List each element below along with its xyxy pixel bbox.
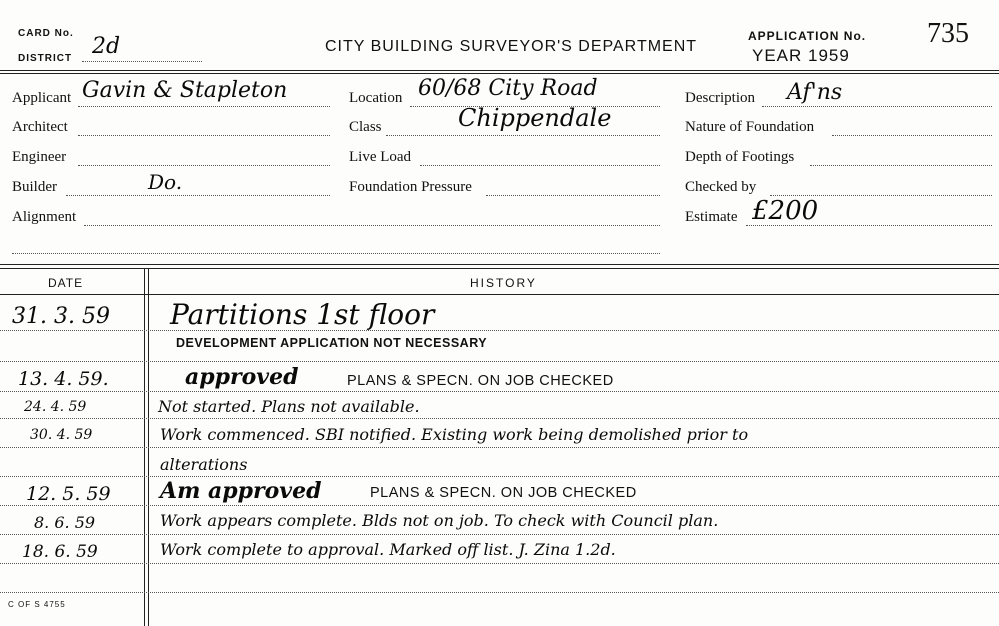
builder-value: Do. xyxy=(148,170,183,194)
class-value: Chippendale xyxy=(458,104,612,132)
row-history-hand: Work appears complete. Blds not on job. To check with Council plan. xyxy=(160,511,719,530)
row-rule xyxy=(0,330,999,331)
row-history-hand: Partitions 1st floor xyxy=(170,298,435,331)
dotted-line xyxy=(78,106,330,107)
row-date: 31. 3. 59 xyxy=(12,304,110,329)
row-rule xyxy=(0,361,999,362)
district-label: DISTRICT xyxy=(18,53,73,64)
history-header: HISTORY xyxy=(470,276,537,290)
applicant-value: Gavin & Stapleton xyxy=(82,78,288,103)
class-label: Class xyxy=(349,119,382,135)
date-header: DATE xyxy=(48,276,84,290)
row-rule xyxy=(0,563,999,564)
table-header-rule xyxy=(0,294,999,295)
applicant-label: Applicant xyxy=(12,90,72,106)
header-divider-2 xyxy=(0,73,999,74)
builder-label: Builder xyxy=(12,179,57,195)
row-history-stamp: PLANS & SPECN. ON JOB CHECKED xyxy=(370,485,637,501)
row-rule xyxy=(0,476,999,477)
dotted-line xyxy=(746,225,992,226)
dotted-line xyxy=(832,135,992,136)
dotted-line xyxy=(386,135,660,136)
dotted-line xyxy=(84,225,660,226)
header-divider xyxy=(0,70,999,71)
row-date: 30. 4. 59 xyxy=(30,427,93,443)
row-date: 18. 6. 59 xyxy=(22,542,98,562)
architect-label: Architect xyxy=(12,119,68,135)
row-history-hand: Not started. Plans not available. xyxy=(158,397,420,416)
table-top-rule-2 xyxy=(0,268,999,269)
dotted-line xyxy=(486,195,660,196)
row-rule xyxy=(0,592,999,593)
card-no-label: CARD No. xyxy=(18,28,74,39)
foundation-pressure-label: Foundation Pressure xyxy=(349,179,472,195)
description-value: Af'ns xyxy=(787,80,843,105)
dotted-line xyxy=(810,165,992,166)
row-history-hand: approved xyxy=(185,364,299,390)
row-rule xyxy=(0,447,999,448)
application-number: 735 xyxy=(927,18,969,49)
row-history-hand: Work complete to approval. Marked off list. J. Zina 1.2d. xyxy=(160,540,616,559)
row-history-hand: alterations xyxy=(160,455,248,474)
location-value: 60/68 City Road xyxy=(418,76,598,101)
department-title: CITY BUILDING SURVEYOR'S DEPARTMENT xyxy=(325,38,698,55)
dotted-line xyxy=(12,253,660,254)
dotted-line xyxy=(78,135,330,136)
row-rule xyxy=(0,534,999,535)
table-top-rule xyxy=(0,264,999,265)
depth-of-footings-label: Depth of Footings xyxy=(685,149,795,165)
row-history-stamp: PLANS & SPECN. ON JOB CHECKED xyxy=(347,373,614,389)
application-label: APPLICATION No. xyxy=(748,29,867,43)
row-history-stamp: DEVELOPMENT APPLICATION NOT NECESSARY xyxy=(176,336,488,350)
location-label: Location xyxy=(349,90,403,106)
engineer-label: Engineer xyxy=(12,149,67,165)
row-rule xyxy=(0,418,999,419)
description-label: Description xyxy=(685,90,755,106)
form-code: C OF S 4755 xyxy=(8,600,66,609)
nature-of-foundation-label: Nature of Foundation xyxy=(685,119,815,135)
estimate-label: Estimate xyxy=(685,209,738,225)
live-load-label: Live Load xyxy=(349,149,412,165)
estimate-value: £200 xyxy=(752,196,819,226)
row-date: 13. 4. 59. xyxy=(18,368,109,390)
row-date: 24. 4. 59 xyxy=(24,399,87,415)
year-label: YEAR 1959 xyxy=(752,46,850,65)
row-history-hand: Work commenced. SBI notified. Existing work being demolished prior to xyxy=(160,425,749,444)
dotted-line xyxy=(420,165,660,166)
district-dotted-line xyxy=(82,61,202,62)
alignment-label: Alignment xyxy=(12,209,77,225)
row-history-hand: Am approved xyxy=(160,478,322,504)
dotted-line xyxy=(66,195,330,196)
row-date: 12. 5. 59 xyxy=(26,483,111,505)
dotted-line xyxy=(762,106,992,107)
row-rule xyxy=(0,505,999,506)
checked-by-label: Checked by xyxy=(685,179,757,195)
row-rule xyxy=(0,391,999,392)
district-value: 2d xyxy=(92,34,121,59)
dotted-line xyxy=(78,165,330,166)
row-date: 8. 6. 59 xyxy=(34,513,96,532)
